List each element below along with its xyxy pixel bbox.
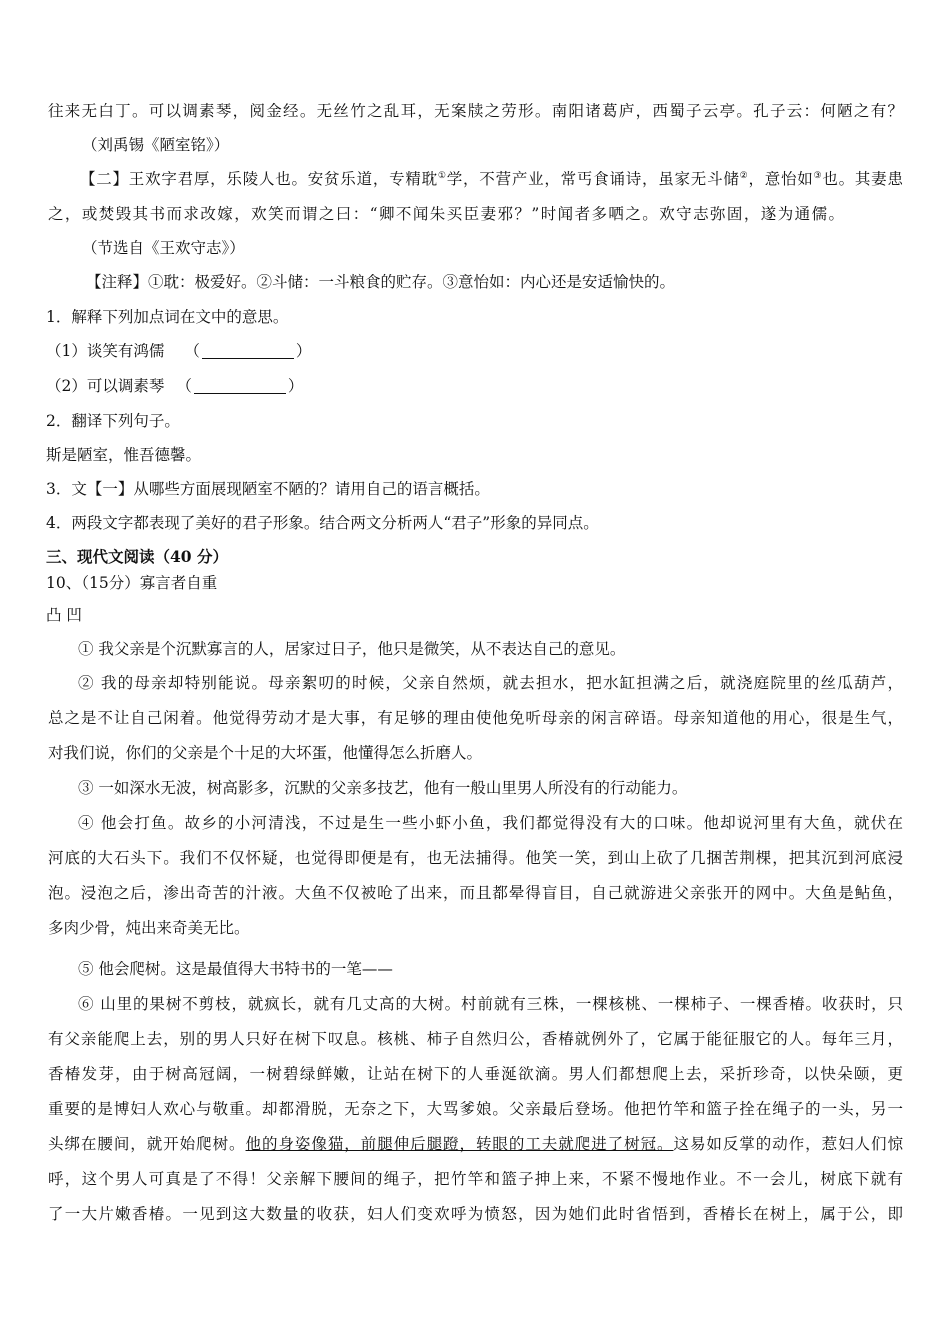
paragraph-6: 了一大片嫩香椿。一见到这大数量的收获，妇人们变欢呼为愤怒，因为她们此时省悟到，香椿长在树上，属于公，即	[48, 1205, 903, 1223]
question-3: 3．文【一】从哪些方面展现陋室不陋的？请用自己的语言概括。	[46, 480, 490, 498]
text-line: 往来无白丁。可以调素琴，阅金经。无丝竹之乱耳，无案牍之劳形。南阳诸葛庐，西蜀子云亭。孔子云：何陋之有？	[48, 102, 903, 120]
question-1: 1．解释下列加点词在文中的意思。	[46, 308, 289, 326]
question-2: 2．翻译下列句子。	[46, 412, 180, 430]
paragraph-2: 总之是不让自己闲着。他觉得劳动才是大事，有足够的理由使他免听母亲的闲言碎语。母亲知道他的用心，很是生气，	[48, 709, 903, 727]
paragraph-3: ③ 一如深水无波，树高影多，沉默的父亲多技艺，他有一般山里男人所没有的行动能力。	[78, 779, 688, 797]
author-name: 凸 凹	[46, 606, 82, 624]
paragraph-4: ④ 他会打鱼。故乡的小河清浅，不过是生一些小虾小鱼，我们都觉得没有大的口味。他却说河里有大鱼，就伏在	[78, 814, 903, 832]
footnote-mark: ①	[437, 170, 447, 181]
underlined-sentence: 他的身姿像猫，前腿伸后腿蹬，转眼的工夫就爬进了树冠。	[245, 1135, 674, 1153]
paragraph-4: 河底的大石头下。我们不仅怀疑，也觉得即便是有，也无法捕得。他笑一笑，到山上砍了几捆苦荆棵，把其沉到河底浸	[48, 849, 903, 867]
paragraph-2: 对我们说，你们的父亲是个十足的大坏蛋，他懂得怎么折磨人。	[48, 744, 483, 762]
annotation-note: 【注释】①耽：极爱好。②斗储：一斗粮食的贮存。③意怡如：内心还是安适愉快的。	[86, 273, 676, 291]
footnote-mark: ③	[813, 170, 823, 181]
question-1-2: （2）可以调素琴 （ ）	[46, 377, 304, 395]
sentence-to-translate: 斯是陋室，惟吾德馨。	[46, 446, 202, 464]
text-line: 【二】王欢字君厚，乐陵人也。安贫乐道，专精耽①学，不营产业，常丐食诵诗，虽家无斗储②，意怡如③也。其妻患	[80, 170, 903, 188]
paragraph-6: 呼，这个男人可真是了不得！父亲解下腰间的绳子，把竹竿和篮子抻上来，不紧不慢地作业。不一会儿，树底下就有	[48, 1170, 903, 1188]
section-heading: 三、现代文阅读（40 分）	[46, 547, 228, 566]
answer-blank[interactable]	[194, 377, 286, 394]
paragraph-6: 有父亲能爬上去，别的男人只好在树下叹息。核桃、柿子自然归公，香椿就例外了，它属于能征服它的人。每年三月，	[48, 1030, 903, 1048]
footnote-mark: ②	[739, 170, 749, 181]
answer-blank[interactable]	[202, 342, 294, 359]
source-citation: （节选自《王欢守志》）	[82, 239, 245, 257]
paragraph-2: ② 我的母亲却特别能说。母亲絮叨的时候，父亲自然烦，就去担水，把水缸担满之后，就浇庭院里的丝瓜葫芦，	[78, 674, 903, 692]
paragraph-1: ① 我父亲是个沉默寡言的人，居家过日子，他只是微笑，从不表达自己的意见。	[78, 640, 626, 658]
paragraph-5: ⑤ 他会爬树。这是最值得大书特书的一笔——	[78, 960, 393, 978]
paragraph-4: 泡。浸泡之后，渗出奇苦的汁液。大鱼不仅被呛了出来，而且都晕得盲目，自己就游进父亲张开的网中。大鱼是鲇鱼，	[48, 884, 903, 902]
paragraph-4: 多肉少骨，炖出来奇美无比。	[48, 919, 250, 937]
question-1-1: （1）谈笑有鸿儒 （ ）	[46, 342, 312, 360]
paragraph-6: 香椿发芽，由于树高冠阔，一树碧绿鲜嫩，让站在树下的人垂涎欲滴。男人们都想爬上去，采折珍奇，以快朵颐，更	[48, 1065, 903, 1083]
paragraph-6: 头绑在腰间，就开始爬树。他的身姿像猫，前腿伸后腿蹬，转眼的工夫就爬进了树冠。这易如反掌的动作，惹妇人们惊	[48, 1135, 903, 1153]
question-10-title: 10、（15分）寡言者自重	[46, 574, 218, 592]
source-citation: （刘禹锡《陋室铭》）	[82, 136, 230, 154]
text-line: 之，或焚毁其书而求改嫁，欢笑而谓之曰：“卿不闻朱买臣妻邪？”时闻者多哂之。欢守志弥固，遂为通儒。	[48, 205, 844, 223]
paragraph-6: ⑥ 山里的果树不剪枝，就疯长，就有几丈高的大树。村前就有三株，一棵核桃、一棵柿子、一棵香椿。收获时，只	[78, 995, 903, 1013]
question-4: 4．两段文字都表现了美好的君子形象。结合两文分析两人“君子”形象的异同点。	[46, 514, 599, 532]
paragraph-6: 重要的是博妇人欢心与敬重。却都滑脱，无奈之下，大骂爹娘。父亲最后登场。他把竹竿和篮子拴在绳子的一头，另一	[48, 1100, 903, 1118]
